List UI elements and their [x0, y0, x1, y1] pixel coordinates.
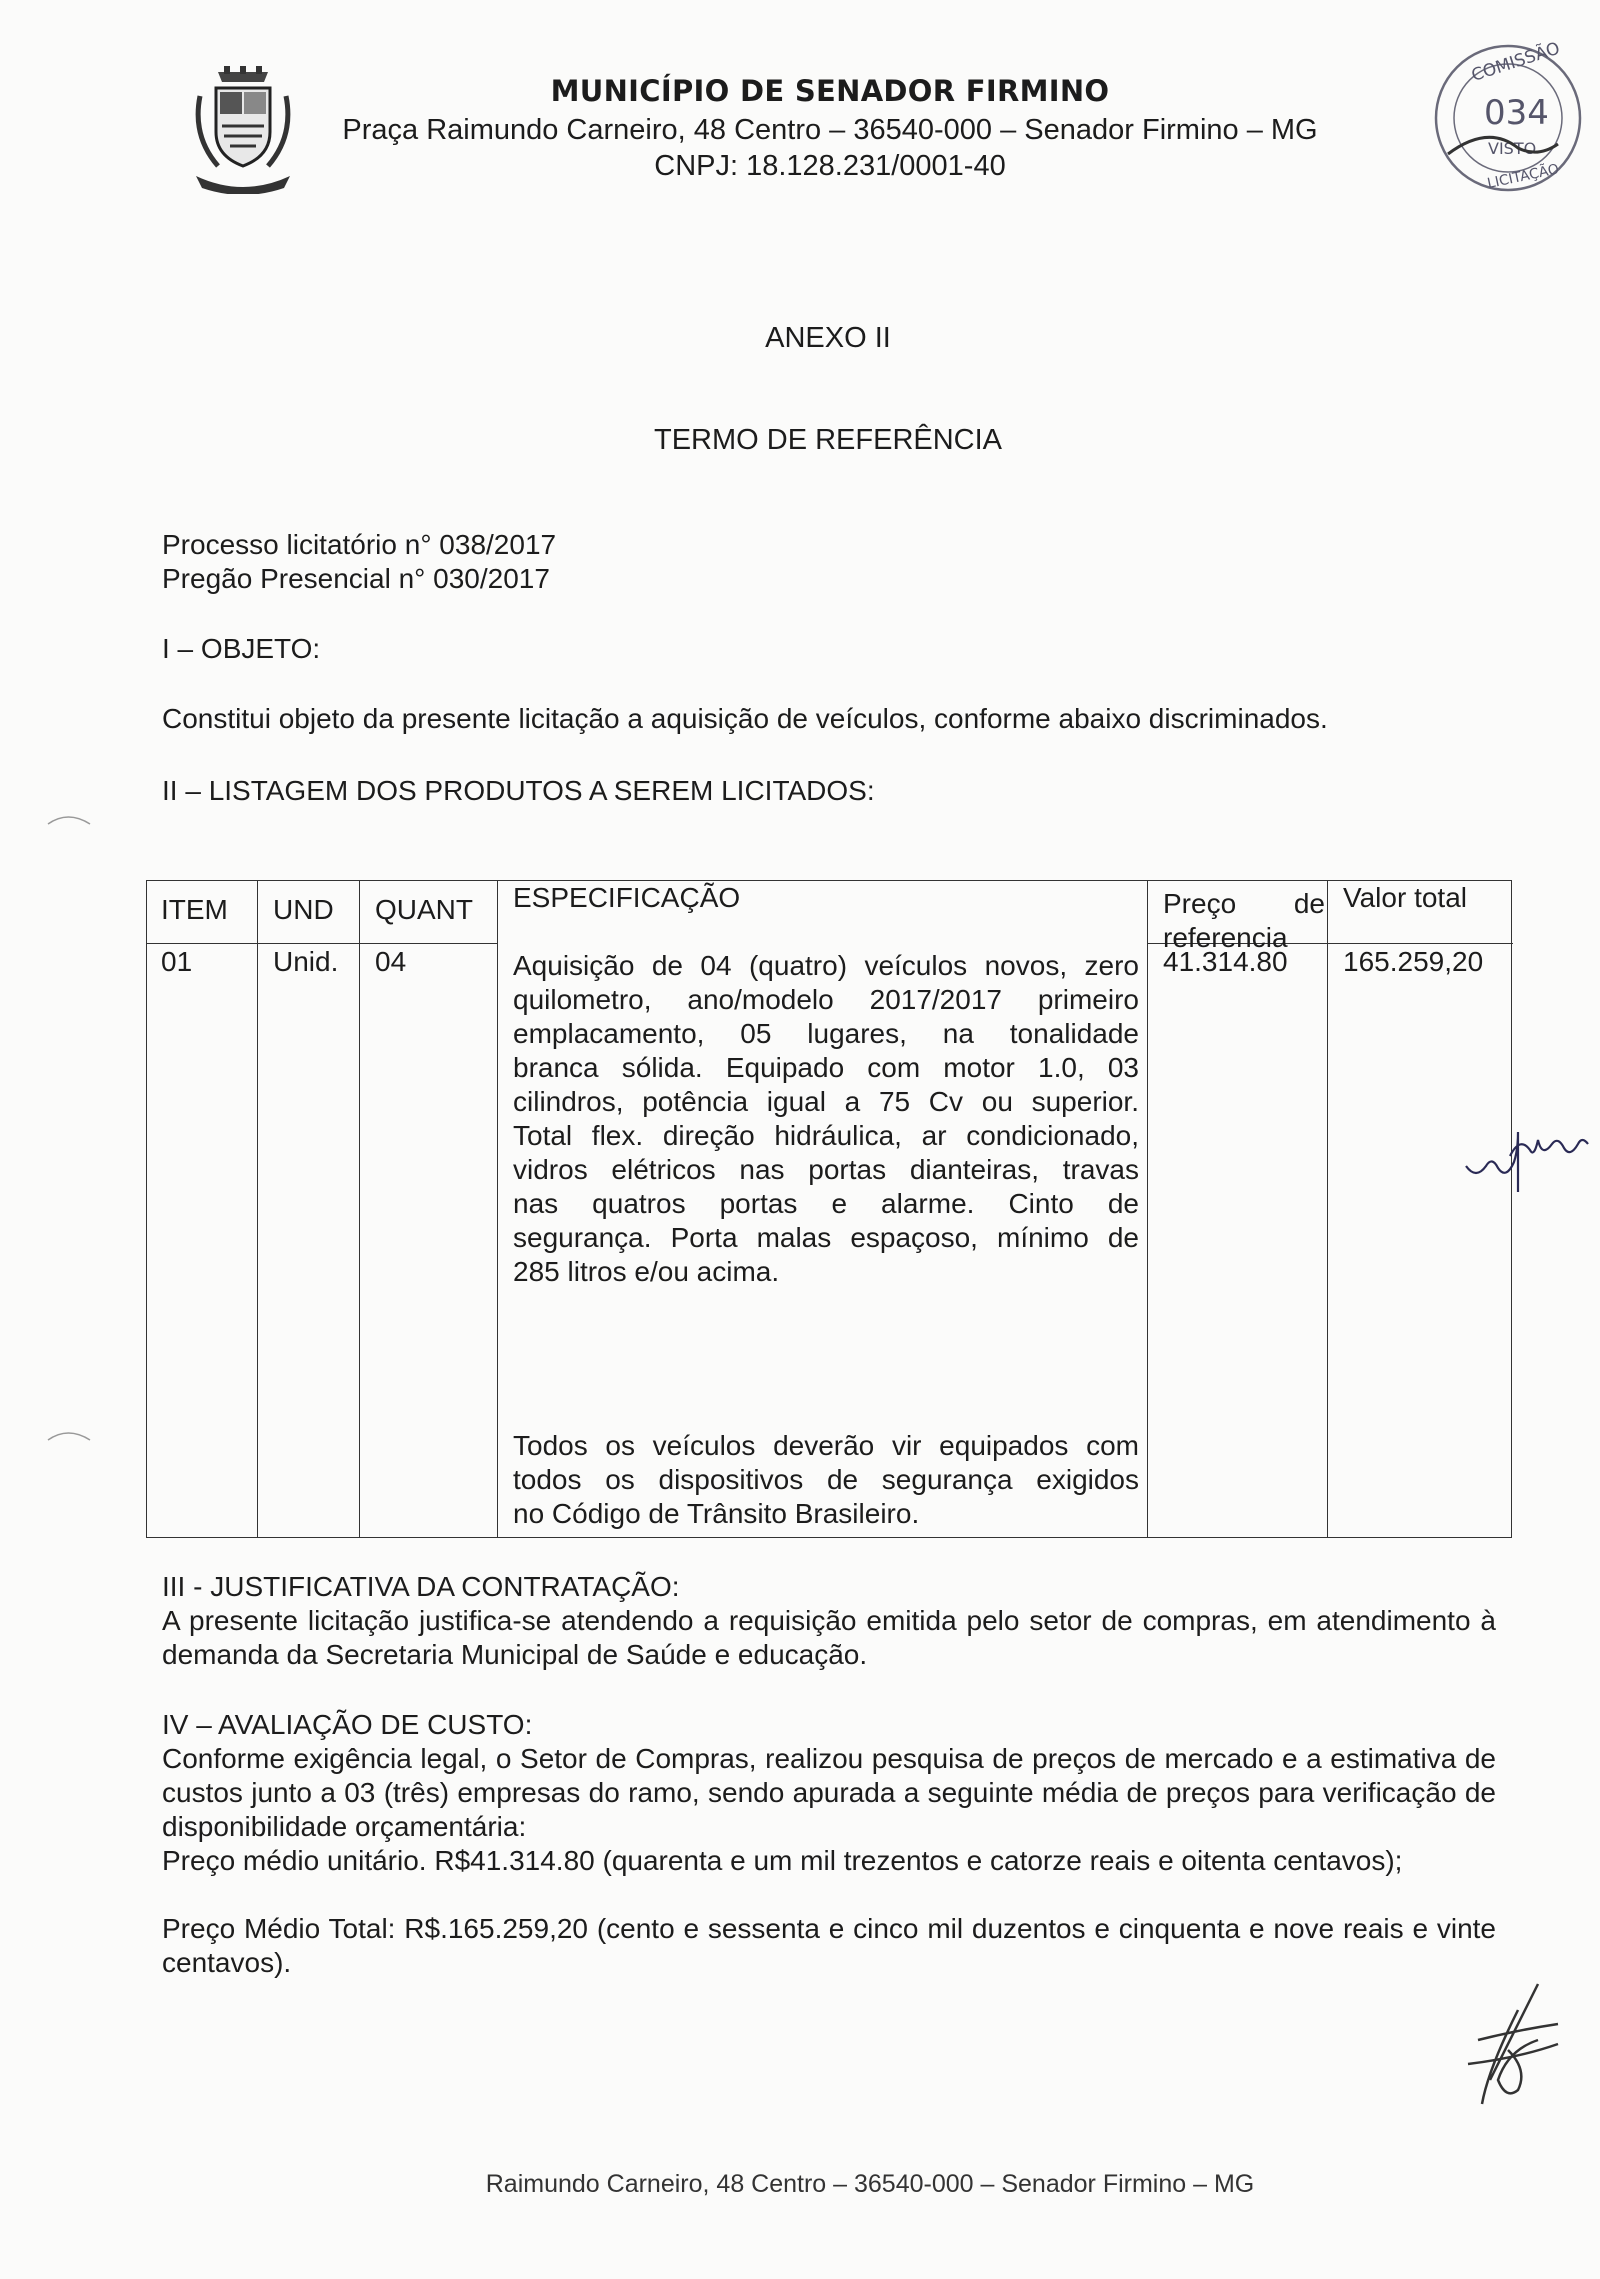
section-products-heading: II – LISTAGEM DOS PRODUTOS A SEREM LICITADOS:	[162, 775, 875, 806]
municipality-cnpj: CNPJ: 18.128.231/0001-40	[654, 150, 1006, 182]
row-quantity: 04	[375, 946, 407, 977]
spec-note-line: todos os dispositivos de segurança exigidos	[513, 1464, 1139, 1495]
spec-line: Total flex. direção hidráulica, ar condicionado,	[513, 1120, 1139, 1151]
commission-stamp-icon	[1428, 26, 1586, 206]
row-specification-note	[513, 1429, 1139, 1531]
header-und: UND	[273, 894, 334, 925]
svg-text:034: 034	[1484, 93, 1549, 133]
spec-line: cilindros, potência igual a 75 Cv ou superior.	[513, 1086, 1139, 1117]
margin-mark-icon	[44, 1424, 94, 1444]
margin-mark-icon	[44, 808, 94, 828]
row-total-value: 165.259,20	[1343, 946, 1484, 977]
spec-line: quilometro, ano/modelo 2017/2017 primeiro	[513, 984, 1139, 1015]
signature-icon	[1448, 1980, 1598, 2110]
header-total-value: Valor total	[1343, 882, 1467, 913]
spec-line: 285 litros e/ou acima.	[513, 1256, 780, 1287]
row-specification	[513, 949, 1139, 1289]
spec-line: Aquisição de 04 (quatro) veículos novos, zero	[513, 950, 1139, 981]
section-justification-text: A presente licitação justifica-se atendendo a requisição emitida pelo setor de compras, em atendimento à demanda da Secretaria Municipal de Saúde e educação.	[162, 1605, 1496, 1670]
header-reference-price: Preço de referencia	[1163, 888, 1325, 953]
svg-text:VISTO: VISTO	[1488, 139, 1537, 158]
section-object-heading: I – OBJETO:	[162, 633, 321, 664]
header-item: ITEM	[161, 894, 228, 925]
header-spec: ESPECIFICAÇÃO	[513, 882, 741, 913]
section-cost-total-price: Preço Médio Total: R$.165.259,20 (cento e sessenta e cinco mil duzentos e cinquenta e nove reais e vinte centavos).	[162, 1913, 1496, 1978]
municipality-name: MUNICÍPIO DE SENADOR FIRMINO	[550, 74, 1110, 108]
process-number: Processo licitatório n° 038/2017	[162, 529, 557, 560]
header-quant: QUANT	[375, 894, 473, 925]
section-object-text: Constitui objeto da presente licitação a aquisição de veículos, conforme abaixo discriminados.	[162, 703, 1328, 734]
section-justification-heading: III - JUSTIFICATIVA DA CONTRATAÇÃO:	[162, 1571, 680, 1602]
spec-line: nas quatros portas e alarme. Cinto de	[513, 1188, 1139, 1219]
row-unit: Unid.	[273, 946, 339, 977]
municipality-address: Praça Raimundo Carneiro, 48 Centro – 36540-000 – Senador Firmino – MG	[342, 114, 1318, 146]
spec-line: emplacamento, 05 lugares, na tonalidade	[513, 1018, 1139, 1049]
row-item: 01	[161, 946, 193, 977]
page-footer: Raimundo Carneiro, 48 Centro – 36540-000 – Senador Firmino – MG	[485, 2170, 1255, 2198]
annex-title: ANEXO II	[765, 322, 891, 354]
auction-number: Pregão Presencial n° 030/2017	[162, 563, 550, 594]
section-cost-text: Conforme exigência legal, o Setor de Compras, realizou pesquisa de preços de mercado e a estimativa de custos junto a 03 (três) empresas do ramo, sendo apurada a seguinte média de preços para verificação de disponibilidade orçamentária:	[162, 1743, 1496, 1842]
svg-text:LICITAÇÃO: LICITAÇÃO	[1485, 161, 1561, 193]
section-cost-unit-price: Preço médio unitário. R$41.314.80 (quarenta e um mil trezentos e catorze reais e oitenta centavos);	[162, 1845, 1403, 1876]
row-reference-price: 41.314.80	[1163, 946, 1288, 977]
spec-note-line: no Código de Trânsito Brasileiro.	[513, 1498, 920, 1529]
spec-note-line: Todos os veículos deverão vir equipados com	[513, 1430, 1139, 1461]
products-table	[146, 880, 1512, 1538]
section-cost-heading: IV – AVALIAÇÃO DE CUSTO:	[162, 1709, 533, 1740]
spec-line: vidros elétricos nas portas dianteiras, travas	[513, 1154, 1139, 1185]
svg-text:COMISSÃO: COMISSÃO	[1469, 38, 1563, 86]
spec-line: branca sólida. Equipado com motor 1.0, 03	[513, 1052, 1139, 1083]
margin-signature-icon	[1460, 1106, 1600, 1216]
document-title: TERMO DE REFERÊNCIA	[653, 424, 1003, 456]
spec-line: segurança. Porta malas espaçoso, mínimo de	[513, 1222, 1139, 1253]
